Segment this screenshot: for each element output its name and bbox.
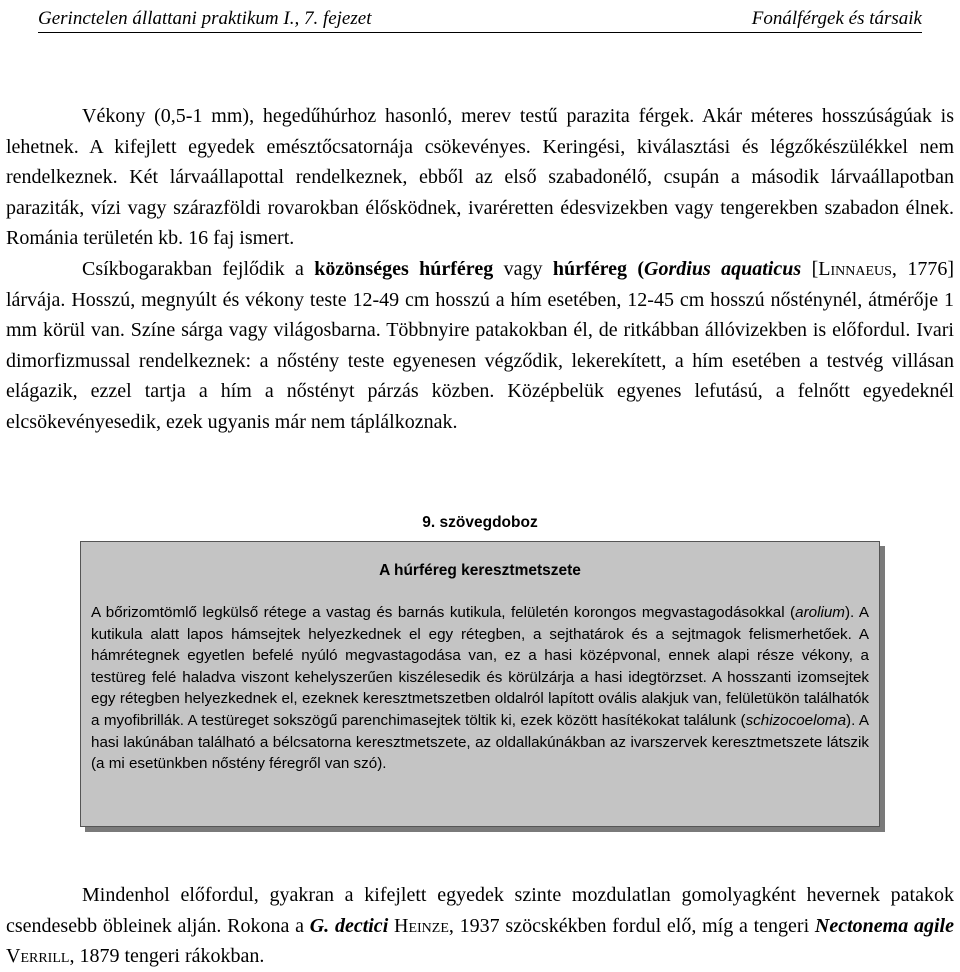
text-run: Mindenhol előfordul, gyakran a kifejlett egyedek szinte mozdulatlan gomolyagként hevernek patakok csendesebb öbleinek alján. Rokona a xyxy=(6,884,954,937)
main-text xyxy=(6,101,954,438)
text-run: , 1776] lárvája. xyxy=(6,257,954,311)
species-name xyxy=(553,258,801,280)
header-topic: Fonálférgek és társaik xyxy=(751,8,922,29)
page-header xyxy=(38,0,922,33)
text-run: húrféreg ( xyxy=(552,257,645,280)
text-run: Hosszú, megnyúlt és vékony teste 12-49 cm hosszú a hím esetében, 12-45 cm hosszú nősténynél, átmérője 1 mm körül van. Színe sárga vagy világosbarna. Többnyire patakokban él, de ritkábban állóvizekben is előfordul. Ivari dimorfizmussal rendelkeznek: a nőstény teste egyenesen végződik, lekerekített, a hím esetében a testvég villásan elágazik, ezzel tartja a hím a nőstényt párzás közben. Középbelük egyenes lefutású, a felnőtt egyedeknél elcsökevényesedik, ezek ugyanis már nem táplálkoznak. xyxy=(6,288,954,433)
text-run: , 1937 szöcskékben fordul elő, míg a tengeri xyxy=(448,914,815,937)
species-g-dectici xyxy=(310,915,389,937)
text-run: ). A hasi lakúnában található a bélcsatorna keresztmetszete, az oldallakúnákban az ivarszervek keresztmetszete látszik (a mi esetünkben nőstény féregről van szó). xyxy=(91,711,869,773)
paragraph-gordius xyxy=(6,254,954,438)
textbox-title: A húrféreg keresztmetszete xyxy=(379,562,581,579)
textbox-label: 9. szövegdoboz xyxy=(422,514,538,531)
species-nectonema xyxy=(815,915,954,937)
paragraph-intro: Vékony (0,5-1 mm), hegedűhúrhoz hasonló, merev testű parazita férgek. Akár méteres hosszúságúak is lehetnek. A kifejlett egyedek emésztőcsatornája csökevényes. Keringési, kiválasztási és légzőkészülékkel nem rendelkeznek. Két lárvaállapottal rendelkeznek, ebből az első szabadonélő, csupán a második lárvaállapotban paraziták, vízi vagy szárazföldi rovarokban élősködnek, ivaréretten édesvizekben vagy tengerekben szabadon élnek. Románia területén kb. 16 faj ismert. xyxy=(6,105,954,250)
textbox xyxy=(80,541,880,827)
closing-text xyxy=(6,880,954,972)
species-common-name: közönséges húrféreg xyxy=(314,257,494,280)
textbox-body xyxy=(91,602,869,775)
author-name: Heinze xyxy=(394,914,449,937)
author-name: Verrill xyxy=(6,945,70,968)
text-run: Csíkbogarakban fejlődik a xyxy=(82,257,315,280)
latin-name: Nectonema agile xyxy=(814,914,954,937)
author-name: Linnaeus xyxy=(818,257,892,280)
latin-name: G. dectici xyxy=(309,914,389,937)
term-arolium: arolium xyxy=(795,604,845,621)
text-run: A bőrizomtömlő legkülső rétege a vastag és barnás kutikula, felületén korongos megvastagodásokkal ( xyxy=(91,604,796,621)
text-run: , 1879 tengeri rákokban. xyxy=(69,945,265,968)
latin-name: Gordius aquaticus xyxy=(644,257,802,280)
text-run: vagy xyxy=(493,257,553,280)
paragraph-closing xyxy=(6,880,954,972)
term-schizocoeloma: schizocoeloma xyxy=(745,711,847,729)
text-run: [ xyxy=(801,257,819,280)
header-chapter: Gerinctelen állattani praktikum I., 7. fejezet xyxy=(38,8,372,29)
text-run: ). A kutikula alatt lapos hámsejtek helyezkednek el egy rétegben, a sejthatárok és a sejtmagok felismerhetőek. A hámrétegnek egyetlen befelé nyúló megvastagodása van, ez a hasi középvonal, ennek alapi része vékony, a testüreg felé haladva viszont kehelyszerűen kiszélesedik és körülzárja a hasi idegtörzset. A hosszanti izomsejtek egy rétegben helyezkednek el, ezeknek keresztmetszetben oldalról lapított ovális alakjuk van, felületükön találhatók a myofibrillák. A testüreget sokszögű parenchimasejtek töltik ki, ezek között hasítékokat találunk ( xyxy=(91,604,869,729)
